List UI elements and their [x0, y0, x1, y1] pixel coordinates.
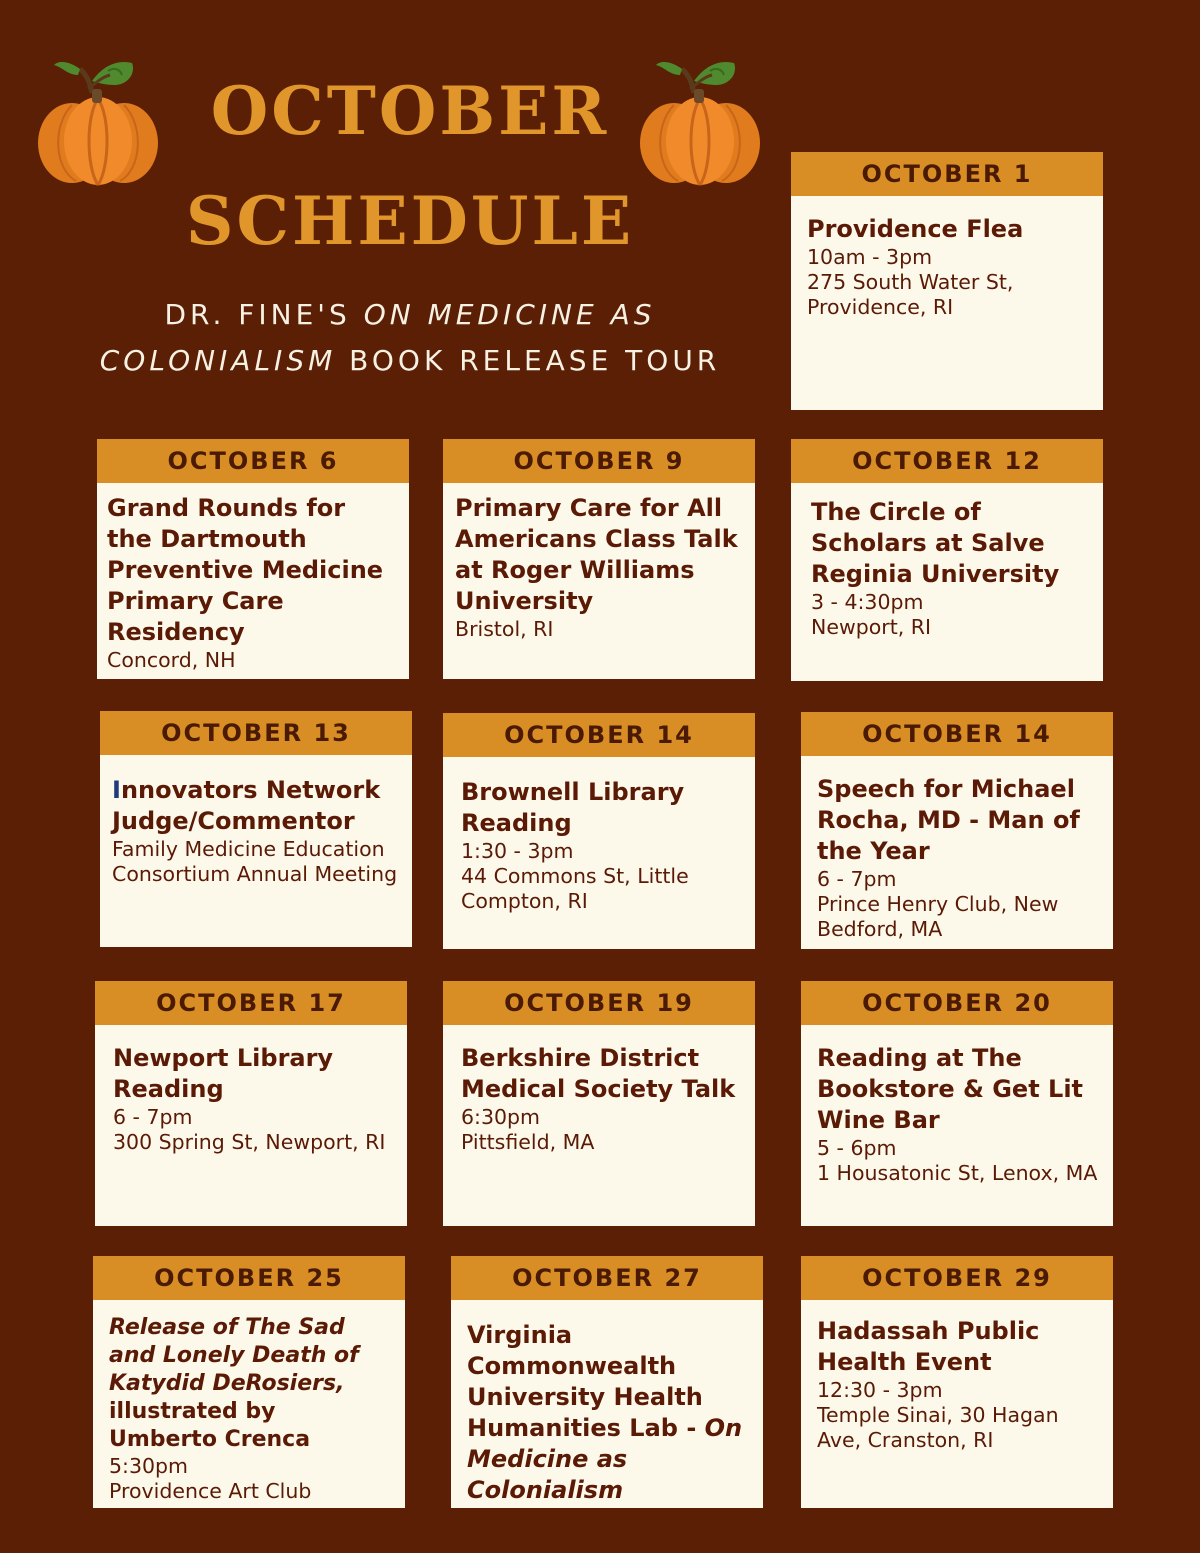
event-card — [801, 1256, 1113, 1508]
event-location: Temple Sinai, 30 Hagan Ave, Cranston, RI — [817, 1403, 1059, 1452]
event-date: OCTOBER 6 — [97, 439, 409, 483]
event-location: 275 South Water St, Providence, RI — [807, 270, 1014, 319]
event-card — [451, 1256, 763, 1508]
event-card — [443, 439, 755, 679]
event-name: Newport Library Reading — [113, 1044, 334, 1103]
subtitle — [40, 292, 780, 384]
event-time: 1:30 - 3pm — [461, 839, 574, 863]
event-card — [801, 981, 1113, 1226]
event-name: Primary Care for All Americans Class Talk at Roger Williams University — [455, 494, 738, 615]
event-location: Newport, RI — [811, 615, 932, 639]
subtitle-book-title-part1: ON MEDICINE AS — [363, 298, 656, 331]
event-date: OCTOBER 13 — [100, 711, 412, 755]
event-location: Pittsfield, MA — [461, 1130, 595, 1154]
event-name — [109, 1314, 391, 1454]
subtitle-book-title-part2: COLONIALISM — [99, 344, 337, 377]
event-name: Brownell Library Reading — [461, 778, 685, 837]
event-time: 6 - 7pm — [817, 867, 897, 891]
event-time: 6 - 7pm — [113, 1105, 193, 1129]
event-time: 6:30pm — [461, 1105, 541, 1129]
event-time: 10am - 3pm — [807, 245, 933, 269]
event-name-main: Virginia Commonwealth University Health Humanities Lab - — [467, 1321, 703, 1442]
event-card — [97, 439, 409, 679]
event-name: Providence Flea — [807, 215, 1024, 243]
event-date: OCTOBER 29 — [801, 1256, 1113, 1300]
event-card — [93, 1256, 405, 1508]
event-date: OCTOBER 17 — [95, 981, 407, 1025]
event-name-rest: nnovators Network Judge/Commentor — [112, 776, 381, 835]
event-date: OCTOBER 14 — [801, 712, 1113, 756]
event-location: Bristol, RI — [455, 617, 554, 641]
event-time: 12:30 - 3pm — [817, 1378, 943, 1402]
event-card — [791, 439, 1103, 681]
event-location: Concord, NH — [107, 648, 236, 672]
page-title-line2: SCHEDULE — [185, 182, 635, 260]
event-date: OCTOBER 20 — [801, 981, 1113, 1025]
event-name: Speech for Michael Rocha, MD - Man of the Year — [817, 775, 1080, 865]
event-date: OCTOBER 14 — [443, 713, 755, 757]
event-name — [112, 775, 398, 837]
event-card — [443, 981, 755, 1226]
event-name-italic: Release of The Sad and Lonely Death of Katydid DeRosiers, — [109, 1315, 359, 1396]
event-card — [95, 981, 407, 1226]
event-time: 5 - 6pm — [817, 1136, 897, 1160]
event-card — [791, 152, 1103, 410]
event-date: OCTOBER 19 — [443, 981, 755, 1025]
event-name: Hadassah Public Health Event — [817, 1317, 1040, 1376]
event-name — [467, 1320, 749, 1506]
event-location: 44 Commons St, Little Compton, RI — [461, 864, 689, 913]
event-name-initial: I — [112, 776, 121, 804]
event-location: Providence Art Club — [109, 1479, 312, 1503]
event-name: Berkshire District Medical Society Talk — [461, 1044, 736, 1103]
event-time: 3 - 4:30pm — [811, 590, 924, 614]
event-location: Family Medicine Education Consortium Annual Meeting — [112, 837, 398, 886]
event-date: OCTOBER 27 — [451, 1256, 763, 1300]
event-date: OCTOBER 12 — [791, 439, 1103, 483]
event-location: 1 Housatonic St, Lenox, MA — [817, 1161, 1098, 1185]
event-name-rest: illustrated by Umberto Crenca — [109, 1399, 311, 1452]
event-card — [100, 711, 412, 947]
event-name: Grand Rounds for the Dartmouth Preventive Medicine Primary Care Residency — [107, 494, 384, 646]
subtitle-prefix: DR. FINE'S — [164, 298, 351, 331]
event-card — [801, 712, 1113, 949]
event-location: Prince Henry Club, New Bedford, MA — [817, 892, 1059, 941]
event-name-italic: On Medicine as Colonialism — [467, 1414, 743, 1504]
event-name: Reading at The Bookstore & Get Lit Wine Bar — [817, 1044, 1084, 1134]
event-location: 300 Spring St, Newport, RI — [113, 1130, 386, 1154]
event-card — [443, 713, 755, 949]
subtitle-suffix: BOOK RELEASE TOUR — [349, 344, 721, 377]
event-date: OCTOBER 1 — [791, 152, 1103, 196]
event-date: OCTOBER 9 — [443, 439, 755, 483]
event-time: 5:30pm — [109, 1454, 189, 1478]
event-name: The Circle of Scholars at Salve Reginia University — [811, 498, 1060, 588]
page-title-line1: OCTOBER — [210, 72, 610, 150]
event-date: OCTOBER 25 — [93, 1256, 405, 1300]
